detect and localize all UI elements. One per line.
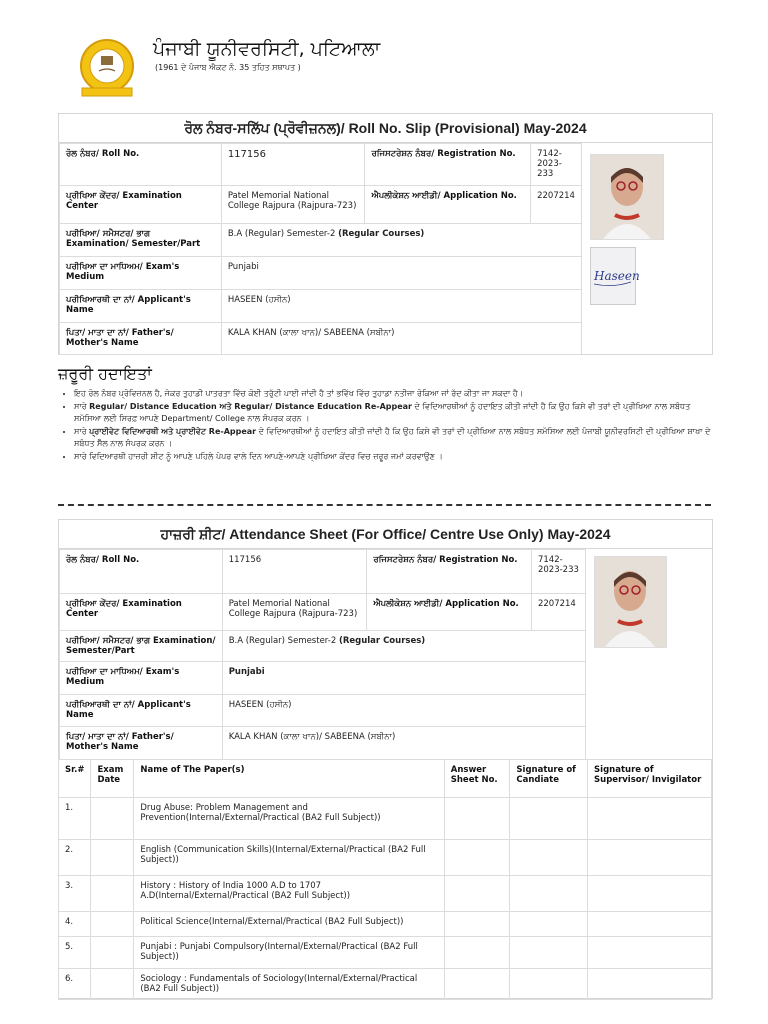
column-header-supervisor-signature: Signature of Supervisor/ Invigilator — [588, 760, 712, 798]
candidate-signature-cell — [510, 937, 588, 969]
column-header-date: Exam Date — [91, 760, 134, 798]
list-item: • ਸਾਰੇ ਵਿਦਿਆਰਥੀ ਹਾਜ਼ਰੀ ਸ਼ੀਟ ਨੂੰ ਆਪਣੇ ਪਹਿਲੇ ਪੇਪਰ ਵਾਲੇ ਦਿਨ ਆਪਣੇ-ਆਪਣੇ ਪ੍ਰੀਖਿਆ ਕੇਂਦਰ ਵਿਚ ਜ਼ਰੂਰ ਜਮਾਂ ਕਰਵਾਉਣ । — [74, 451, 714, 463]
candidate-signature-cell — [510, 876, 588, 912]
paper-date — [91, 876, 134, 912]
supervisor-signature-cell — [588, 969, 712, 1000]
table-row — [59, 969, 712, 1000]
table-row — [60, 224, 582, 257]
supervisor-signature-cell — [588, 912, 712, 937]
exam-value — [221, 224, 581, 257]
answer-sheet-cell — [444, 937, 510, 969]
parent-name-label: ਪਿਤਾ/ ਮਾਤਾ ਦਾ ਨਾਂ/ Father's/ Mother's Name — [60, 323, 222, 355]
person-photo-icon — [591, 155, 663, 239]
parent-name-value: KALA KHAN (ਕਾਲਾ ਖਾਨ)/ SABEENA (ਸਬੀਨਾ) — [222, 727, 585, 760]
applicant-photo — [590, 154, 664, 240]
paper-name: History : History of India 1000 A.D to 1707 A.D(Internal/External/Practical (BA2 Full Subject)) — [134, 876, 444, 912]
roll-value: 117156 — [221, 144, 365, 186]
table-row — [59, 798, 712, 840]
applicant-signature — [590, 247, 640, 305]
table-row — [60, 323, 582, 355]
paper-date — [91, 969, 134, 1000]
table-row — [60, 695, 586, 727]
center-value: Patel Memorial National College Rajpura (Rajpura-723) — [221, 186, 365, 224]
applicant-name-value: HASEEN (ਹਸੀਨ) — [222, 695, 585, 727]
supervisor-signature-cell — [588, 840, 712, 876]
list-item — [74, 426, 714, 450]
university-seal-icon — [72, 38, 142, 98]
application-label: ਐਪਲੀਕੇਸ਼ਨ ਆਈਡੀ/ Application No. — [367, 594, 532, 631]
answer-sheet-cell — [444, 798, 510, 840]
exam-value-bold: (Regular Courses) — [338, 229, 425, 239]
medium-label: ਪਰੀਖਿਆ ਦਾ ਮਾਧਿਅਮ/ Exam's Medium — [60, 662, 223, 695]
candidate-signature-cell — [510, 798, 588, 840]
table-row — [60, 550, 586, 594]
instruction-text: ਦੇ ਵਿਦਿਆਰਥੀਆਂ ਨੂੰ ਹਦਾਇਤ ਕੀਤੀ ਜਾਂਦੀ ਹੈ ਕਿ ਉਹ ਕਿਸੇ ਵੀ ਤਰਾਂ ਦੀ ਪ੍ਰੀਖਿਆ ਨਾਲ ਸਬੰਧਤ ਸਮੱਸਿਆ ਲਈ ਸਿਰਫ਼ ਆਪਣੇ Department/ College ਨਾਲ ਸੰਪਰਕ ਕਰਨ । — [74, 402, 691, 423]
applicant-name-label: ਪਰੀਖਿਆਰਥੀ ਦਾ ਨਾਂ/ Applicant's Name — [60, 290, 222, 323]
paper-name: Sociology : Fundamentals of Sociology(Internal/External/Practical (BA2 Full Subject)) — [134, 969, 444, 1000]
instruction-bold: ਪ੍ਰਾਈਵੇਟ ਵਿਦਿਆਰਥੀ ਅਤੇ ਪ੍ਰਾਈਵੇਟ Re-Appear — [89, 427, 257, 436]
paper-sr: 1. — [59, 798, 91, 840]
instruction-bold: Regular/ Distance Education ਅਤੇ Regular/ Distance Education Re-Appear — [89, 402, 413, 411]
supervisor-signature-cell — [588, 937, 712, 969]
exam-value-text: B.A (Regular) Semester-2 — [227, 229, 339, 239]
university-subtitle: (1961 ਦੇ ਪੰਜਾਬ ਐਕਟ ਨੰ. 35 ਤਹਿਤ ਸਥਾਪਤ ) — [155, 63, 301, 72]
instruction-text: ਸਾਰੇ — [74, 427, 90, 436]
paper-date — [91, 937, 134, 969]
paper-sr: 5. — [59, 937, 91, 969]
signature-image — [591, 248, 640, 304]
exam-value-bold: (Regular Courses) — [338, 636, 426, 646]
registration-label: ਰਜਿਸਟਰੇਸ਼ਨ ਨੰਬਰ/ Registration No. — [367, 550, 532, 594]
university-logo — [72, 38, 142, 98]
column-header-paper: Name of The Paper(s) — [134, 760, 444, 798]
table-row — [59, 937, 712, 969]
application-value: 2207214 — [531, 186, 582, 224]
candidate-signature-cell — [510, 912, 588, 937]
paper-sr: 3. — [59, 876, 91, 912]
roll-slip-table — [59, 143, 582, 355]
exam-value — [222, 631, 585, 662]
exam-value-text: B.A (Regular) Semester-2 — [228, 636, 339, 646]
candidate-signature-cell — [510, 840, 588, 876]
center-value: Patel Memorial National College Rajpura (Rajpura-723) — [222, 594, 367, 631]
roll-label: ਰੋਲ ਨੰਬਰ/ Roll No. — [60, 550, 223, 594]
candidate-signature-cell — [510, 969, 588, 1000]
application-label: ਐਪਲੀਕੇਸ਼ਨ ਆਈਡੀ/ Application No. — [365, 186, 531, 224]
applicant-name-label: ਪਰੀਖਿਆਰਥੀ ਦਾ ਨਾਂ/ Applicant's Name — [60, 695, 223, 727]
paper-date — [91, 912, 134, 937]
table-row — [59, 840, 712, 876]
medium-value: Punjabi — [221, 257, 581, 290]
supervisor-signature-cell — [588, 876, 712, 912]
answer-sheet-cell — [444, 876, 510, 912]
table-row — [60, 594, 586, 631]
center-label: ਪ੍ਰੀਖਿਆ ਕੇਂਦਰ/ Examination Center — [60, 186, 222, 224]
paper-sr: 4. — [59, 912, 91, 937]
paper-sr: 2. — [59, 840, 91, 876]
roll-slip-card — [58, 113, 713, 355]
table-row — [60, 662, 586, 695]
list-item — [74, 401, 714, 425]
paper-sr: 6. — [59, 969, 91, 1000]
svg-text:Haseen: Haseen — [594, 269, 640, 283]
parent-name-value: KALA KHAN (ਕਾਲਾ ਖਾਨ)/ SABEENA (ਸਬੀਨਾ) — [221, 323, 581, 355]
university-name: ਪੰਜਾਬੀ ਯੂਨੀਵਰਸਿਟੀ, ਪਟਿਆਲਾ — [153, 38, 381, 60]
column-header-candidate-signature: Signature of Candiate — [510, 760, 588, 798]
list-item: • ਇਹ ਰੋਲ ਨੰਬਰ ਪ੍ਰੋਵਿਜ਼ਨਲ ਹੈ, ਜੇਕਰ ਤੁਹਾਡੀ ਪਾਤਰਤਾ ਵਿੱਚ ਕੋਈ ਤਰੁੱਟੀ ਪਾਈ ਜਾਂਦੀ ਹੈ ਤਾਂ ਭਵਿੱਖ ਵਿੱਚ ਤੁਹਾਡਾ ਨਤੀਜਾ ਰੋਕਿਆ ਜਾਂ ਰੱਦ ਕੀਤਾ ਜਾ ਸਕਦਾ ਹੈ। — [74, 388, 714, 400]
registration-label: ਰਜਿਸਟਰੇਸ਼ਨ ਨੰਬਰ/ Registration No. — [365, 144, 531, 186]
attendance-title: ਹਾਜ਼ਰੀ ਸ਼ੀਟ/ Attendance Sheet (For Office/ Centre Use Only) May-2024 — [59, 520, 712, 549]
table-row — [59, 912, 712, 937]
exam-label: ਪਰੀਖਿਆ/ ਸਮੈਸਟਰ/ ਭਾਗ Examination/ Semester/Part — [60, 631, 223, 662]
table-row — [60, 144, 582, 186]
roll-label: ਰੋਲ ਨੰਬਰ/ Roll No. — [60, 144, 222, 186]
registration-value: 7142-2023-233 — [531, 144, 582, 186]
paper-name: English (Communication Skills)(Internal/External/Practical (BA2 Full Subject)) — [134, 840, 444, 876]
papers-table — [58, 759, 712, 1000]
medium-value: Punjabi — [222, 662, 585, 695]
table-row — [60, 631, 586, 662]
applicant-photo — [594, 556, 667, 648]
instruction-text: ਸਾਰੇ — [74, 402, 90, 411]
paper-date — [91, 840, 134, 876]
table-row — [60, 257, 582, 290]
medium-label: ਪਰੀਖਿਆ ਦਾ ਮਾਧਿਅਮ/ Exam's Medium — [60, 257, 222, 290]
column-header-sr: Sr.# — [59, 760, 91, 798]
instructions-list — [58, 388, 714, 464]
instruction-text: ਦੇ ਵਿਦਿਆਰਥੀਆਂ ਨੂੰ ਹਦਾਇਤ ਕੀਤੀ ਜਾਂਦੀ ਹੈ ਕਿ ਉਹ ਕਿਸੇ ਵੀ ਤਰਾਂ ਦੀ ਪ੍ਰੀਖਿਆ ਨਾਲ ਸਬੰਧਤ ਸਮੱਸਿਆ ਲਈ ਪੰਜਾਬੀ ਯੂਨੀਵਰਸਿਟੀ ਦੀ ਪ੍ਰੀਖਿਆ ਸ਼ਾਖਾ ਦੇ ਸਬੰਧਤ ਸੈੱਲ ਨਾਲ ਸੰਪਰਕ ਕਰਨ । — [74, 427, 711, 448]
applicant-name-value: HASEEN (ਹਸੀਨ) — [221, 290, 581, 323]
table-row — [60, 186, 582, 224]
roll-value: 117156 — [222, 550, 367, 594]
person-photo-icon — [595, 557, 666, 647]
answer-sheet-cell — [444, 969, 510, 1000]
instructions-title: ਜ਼ਰੂਰੀ ਹਦਾਇਤਾਂ — [58, 364, 152, 383]
table-row — [59, 876, 712, 912]
paper-date — [91, 798, 134, 840]
paper-name: Drug Abuse: Problem Management and Prevention(Internal/External/Practical (BA2 Full Subject)) — [134, 798, 444, 840]
table-header-row — [59, 760, 712, 798]
paper-name: Punjabi : Punjabi Compulsory(Internal/External/Practical (BA2 Full Subject)) — [134, 937, 444, 969]
parent-name-label: ਪਿਤਾ/ ਮਾਤਾ ਦਾ ਨਾਂ/ Father's/ Mother's Name — [60, 727, 223, 760]
answer-sheet-cell — [444, 840, 510, 876]
supervisor-signature-cell — [588, 798, 712, 840]
exam-label: ਪਰੀਖਿਆ/ ਸਮੈਸਟਰ/ ਭਾਗ Examination/ Semester/Part — [60, 224, 222, 257]
roll-slip-title: ਰੋਲ ਨੰਬਰ-ਸਲਿੱਪ (ਪ੍ਰੋਵੀਜ਼ਨਲ)/ Roll No. Slip (Provisional) May-2024 — [59, 114, 712, 143]
cut-line-divider — [58, 504, 711, 506]
center-label: ਪ੍ਰੀਖਿਆ ਕੇਂਦਰ/ Examination Center — [60, 594, 223, 631]
registration-value: 7142-2023-233 — [531, 550, 585, 594]
application-value: 2207214 — [531, 594, 585, 631]
table-row — [60, 290, 582, 323]
paper-name: Political Science(Internal/External/Practical (BA2 Full Subject)) — [134, 912, 444, 937]
table-row — [60, 727, 586, 760]
answer-sheet-cell — [444, 912, 510, 937]
attendance-info-table — [59, 549, 586, 760]
column-header-answer-sheet: Answer Sheet No. — [444, 760, 510, 798]
